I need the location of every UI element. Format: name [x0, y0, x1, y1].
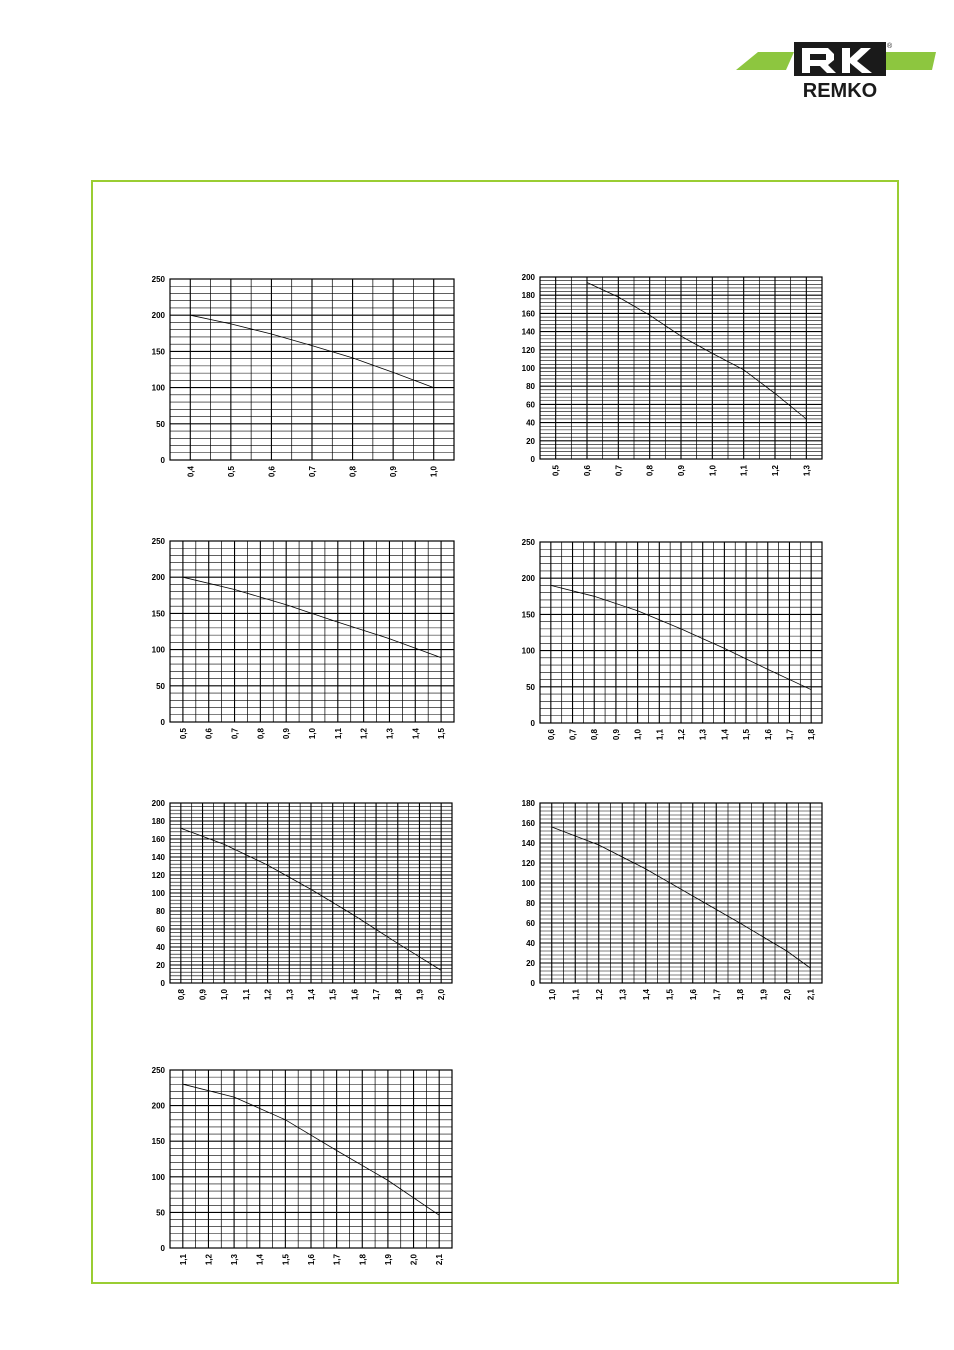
y-tick-label: 0	[530, 455, 535, 464]
y-tick-label: 50	[526, 682, 535, 692]
x-tick-label: 1,5	[742, 729, 752, 741]
y-tick-label: 180	[151, 817, 165, 826]
grid	[170, 1070, 452, 1248]
y-tick-label: 80	[526, 382, 535, 392]
y-tick-label: 120	[151, 871, 165, 880]
y-tick-label: 100	[521, 646, 535, 656]
y-tick-label: 200	[151, 799, 165, 808]
x-tick-label: 1,4	[255, 1254, 265, 1266]
x-tick-label: 1,2	[594, 989, 604, 1001]
y-tick-label: 250	[151, 1066, 165, 1075]
y-tick-label: 0	[530, 979, 535, 988]
x-tick-label: 0,5	[226, 466, 236, 478]
x-tick-label: 1,7	[372, 989, 382, 1001]
y-tick-label: 0	[160, 456, 165, 465]
x-tick-label: 1,6	[763, 729, 773, 741]
x-tick-label: 0,6	[546, 729, 556, 741]
x-tick-label: 1,2	[359, 728, 369, 740]
logo-registered-mark: ®	[887, 43, 893, 50]
y-tick-label: 160	[521, 309, 535, 319]
y-tick-label: 20	[526, 436, 535, 446]
x-tick-label: 0,9	[198, 989, 208, 1001]
x-tick-label: 0,4	[186, 466, 196, 478]
x-tick-label: 1,6	[350, 989, 360, 1001]
x-tick-label: 1,4	[720, 729, 730, 741]
y-tick-label: 200	[151, 1101, 165, 1111]
y-tick-label: 250	[521, 538, 535, 547]
x-tick-label: 1,1	[571, 989, 581, 1001]
x-tick-label: 0,6	[204, 728, 214, 740]
y-tick-label: 50	[156, 419, 165, 429]
x-tick-label: 2,0	[437, 989, 447, 1001]
pump-curve-chart-1	[130, 271, 460, 496]
y-tick-label: 160	[151, 835, 165, 844]
x-tick-label: 1,3	[385, 728, 395, 740]
y-tick-label: 120	[521, 345, 535, 355]
y-tick-label: 20	[526, 959, 535, 968]
x-tick-label: 1,7	[785, 729, 795, 741]
y-tick-label: 140	[521, 839, 535, 848]
x-tick-label: 1,1	[333, 728, 343, 740]
x-tick-label: 1,8	[735, 989, 745, 1001]
x-tick-label: 1,3	[698, 729, 708, 741]
x-tick-label: 1,6	[688, 989, 698, 1001]
pump-curve-chart-6	[500, 795, 828, 1019]
x-tick-label: 0,7	[230, 728, 240, 740]
x-tick-label: 1,3	[285, 989, 295, 1001]
x-tick-label: 1,3	[618, 989, 628, 1001]
x-tick-label: 1,1	[241, 989, 251, 1001]
y-tick-label: 150	[151, 609, 165, 619]
x-tick-label: 0,8	[176, 989, 186, 1001]
grid	[540, 542, 822, 723]
pump-curve-chart-3	[130, 533, 460, 758]
grid	[540, 277, 822, 459]
y-tick-label: 60	[156, 925, 165, 934]
x-tick-label: 1,0	[220, 989, 230, 1001]
y-tick-label: 20	[156, 961, 165, 970]
x-tick-label: 2,1	[435, 1254, 445, 1266]
x-tick-label: 2,1	[806, 989, 816, 1001]
x-tick-label: 0,9	[677, 465, 686, 477]
y-tick-label: 100	[151, 889, 165, 898]
y-tick-label: 150	[151, 347, 165, 357]
x-tick-label: 1,1	[655, 729, 665, 741]
x-tick-label: 2,0	[409, 1254, 419, 1266]
logo-wordmark: REMKO	[802, 80, 878, 102]
x-tick-label: 1,0	[547, 989, 557, 1001]
x-tick-label: 0,8	[348, 466, 358, 478]
pump-curve-chart-7	[130, 1062, 458, 1284]
x-tick-label: 1,7	[332, 1254, 342, 1266]
x-tick-label: 0,5	[551, 465, 561, 477]
x-tick-label: 1,4	[641, 989, 651, 1001]
x-tick-label: 1,3	[230, 1254, 240, 1266]
x-tick-label: 0,9	[282, 728, 292, 740]
y-tick-label: 60	[526, 400, 535, 410]
x-tick-label: 1,8	[358, 1254, 368, 1266]
x-tick-label: 0,5	[178, 728, 188, 740]
x-tick-label: 1,0	[429, 466, 439, 478]
x-tick-label: 1,2	[204, 1254, 214, 1266]
y-tick-label: 200	[521, 574, 535, 584]
x-tick-label: 0,8	[590, 729, 600, 741]
y-tick-label: 100	[151, 383, 165, 393]
x-tick-label: 1,2	[771, 465, 780, 477]
x-tick-label: 1,9	[383, 1254, 393, 1266]
x-tick-label: 1,2	[263, 989, 273, 1001]
x-tick-label: 0,8	[256, 728, 266, 740]
x-tick-label: 1,5	[437, 728, 447, 740]
x-tick-label: 0,9	[389, 466, 399, 478]
grid	[170, 279, 454, 460]
y-tick-label: 250	[151, 275, 165, 284]
x-tick-label: 1,4	[411, 728, 421, 740]
x-tick-label: 1,1	[178, 1254, 188, 1266]
x-tick-label: 0,6	[267, 466, 277, 478]
y-tick-label: 160	[521, 819, 535, 828]
y-tick-label: 0	[160, 718, 165, 727]
x-tick-label: 0,6	[583, 465, 592, 477]
y-tick-label: 40	[526, 939, 535, 948]
x-tick-label: 1,5	[665, 989, 675, 1001]
pump-curve-chart-4	[500, 534, 828, 759]
grid	[170, 541, 454, 722]
y-tick-label: 80	[156, 907, 165, 916]
y-tick-label: 100	[521, 364, 535, 373]
y-tick-label: 100	[521, 879, 535, 888]
y-tick-label: 40	[526, 418, 535, 428]
y-tick-label: 140	[521, 327, 535, 337]
remko-logo	[736, 40, 936, 102]
x-tick-label: 0,7	[568, 729, 578, 741]
x-tick-label: 0,7	[614, 465, 624, 477]
grid	[170, 803, 452, 983]
x-tick-label: 1,7	[712, 989, 722, 1001]
x-tick-label: 1,5	[328, 989, 338, 1001]
x-tick-label: 1,5	[281, 1254, 291, 1266]
y-tick-label: 150	[521, 610, 535, 620]
x-tick-label: 0,9	[611, 729, 621, 741]
y-tick-label: 100	[151, 645, 165, 655]
x-tick-label: 1,0	[708, 465, 718, 477]
y-tick-label: 180	[521, 291, 535, 301]
y-tick-label: 40	[156, 943, 165, 952]
y-tick-label: 0	[160, 979, 165, 988]
y-tick-label: 250	[151, 537, 165, 546]
y-tick-label: 180	[521, 799, 535, 808]
pump-curve-chart-5	[130, 795, 458, 1019]
x-tick-label: 1,0	[308, 728, 317, 740]
y-tick-label: 140	[151, 853, 165, 862]
y-tick-label: 200	[521, 273, 535, 282]
x-tick-label: 2,0	[782, 989, 792, 1001]
x-tick-label: 1,8	[393, 989, 403, 1001]
y-tick-label: 80	[526, 899, 535, 908]
x-tick-label: 1,2	[677, 729, 686, 741]
y-tick-label: 100	[151, 1172, 165, 1182]
grid	[540, 803, 822, 983]
logo-green-stripe-left	[736, 52, 794, 70]
y-tick-label: 200	[151, 573, 165, 583]
y-tick-label: 50	[156, 1208, 165, 1218]
y-tick-label: 60	[526, 919, 535, 928]
x-tick-label: 0,8	[645, 465, 655, 477]
x-tick-label: 1,6	[307, 1254, 316, 1266]
y-tick-label: 0	[160, 1244, 165, 1253]
y-tick-label: 0	[530, 719, 535, 728]
y-tick-label: 50	[156, 681, 165, 691]
x-tick-label: 0,7	[308, 466, 317, 478]
x-tick-label: 1,3	[802, 465, 812, 477]
y-tick-label: 200	[151, 311, 165, 321]
x-tick-label: 1,9	[759, 989, 769, 1001]
pump-curve-chart-2	[500, 269, 828, 495]
x-tick-label: 1,4	[307, 989, 316, 1001]
x-tick-label: 1,0	[633, 729, 643, 741]
y-tick-label: 150	[151, 1137, 165, 1147]
x-tick-label: 1,9	[415, 989, 425, 1001]
x-tick-label: 1,1	[739, 465, 749, 477]
x-tick-label: 1,8	[807, 729, 817, 741]
y-tick-label: 120	[521, 859, 535, 868]
